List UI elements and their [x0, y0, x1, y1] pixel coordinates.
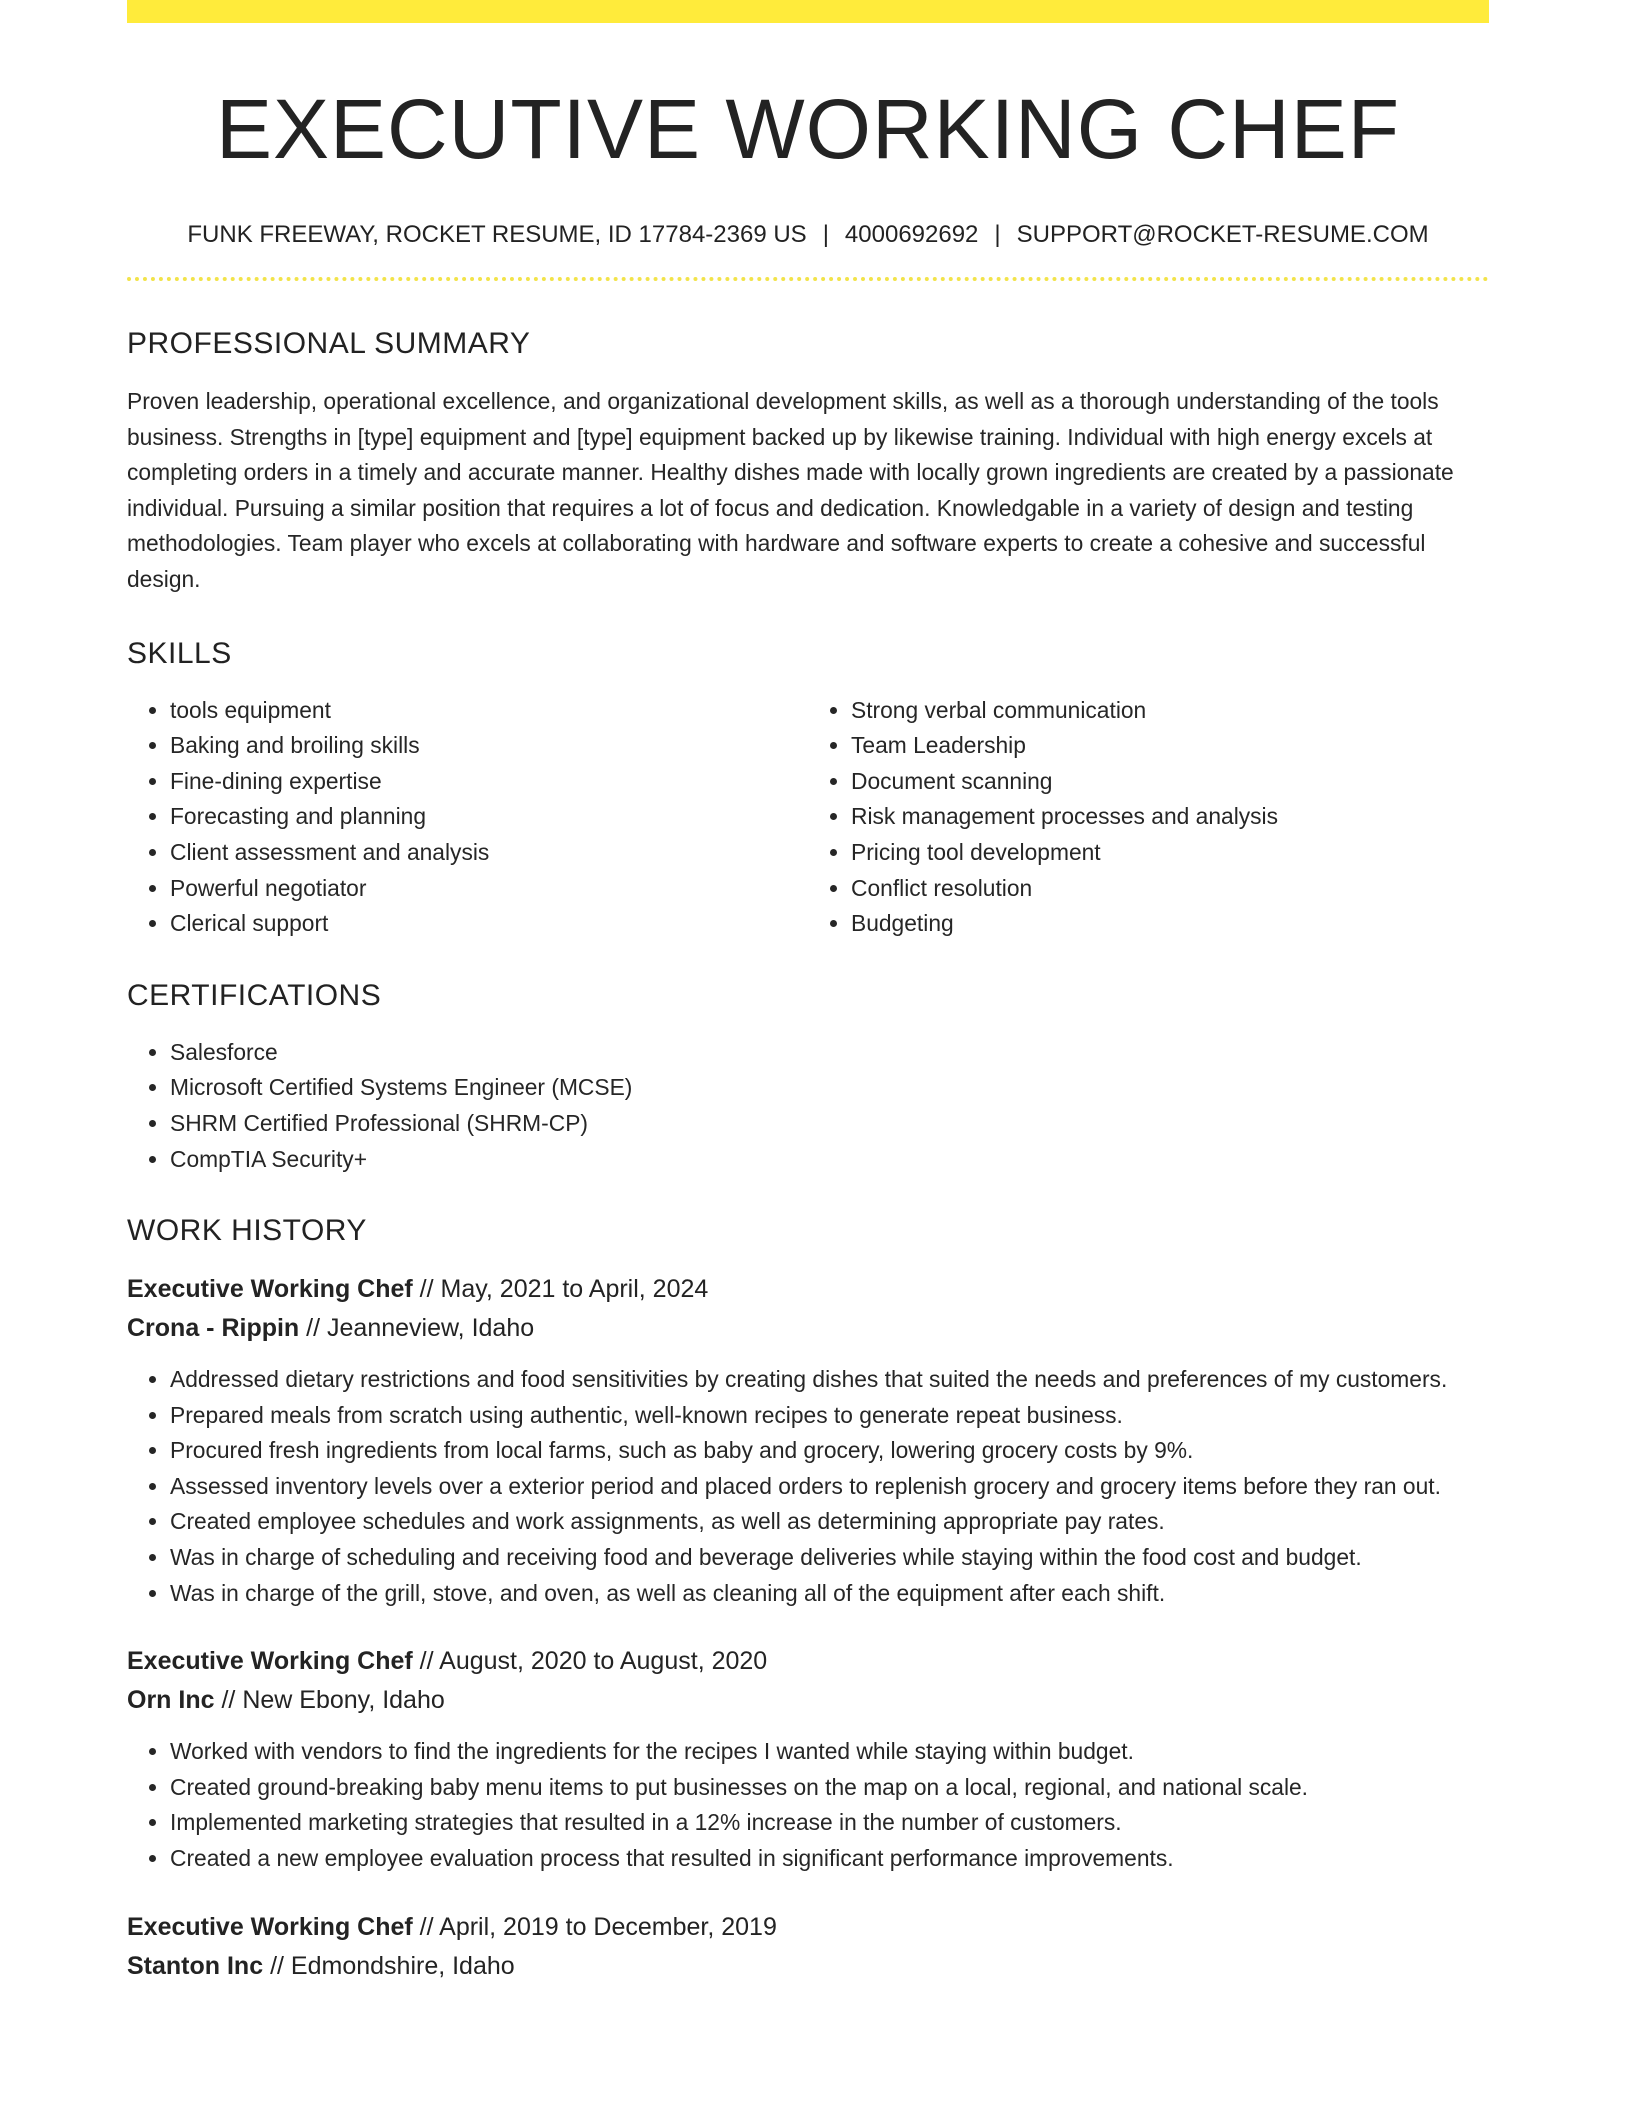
certifications-heading: CERTIFICATIONS — [127, 978, 382, 1012]
line-divider: // — [306, 1314, 321, 1343]
certifications-list — [127, 1035, 1489, 1177]
job-role: Executive Working Chef — [127, 1275, 413, 1304]
skills-list-right — [808, 693, 1489, 942]
job-bullet: • Implemented marketing strategies that resulted in a 12% increase in the number of customers. — [170, 1805, 1489, 1841]
job-location: New Ebony, Idaho — [242, 1686, 445, 1715]
email-text: SUPPORT@ROCKET-RESUME.COM — [1016, 221, 1429, 248]
skill-item: • Clerical support — [170, 906, 808, 942]
job-dates: May, 2021 to April, 2024 — [440, 1275, 709, 1304]
certification-item: • Microsoft Certified Systems Engineer (MCSE) — [170, 1070, 1489, 1106]
job-company-line — [127, 1947, 1489, 1986]
skill-item: • Pricing tool development — [851, 835, 1489, 871]
job-bullet: • Procured fresh ingredients from local farms, such as baby and grocery, lowering grocery costs by 9%. — [170, 1433, 1489, 1469]
job-bullet: • Created employee schedules and work assignments, as well as determining appropriate pay rates. — [170, 1504, 1489, 1540]
job-bullet: • Assessed inventory levels over a exterior period and placed orders to replenish grocery and grocery items before they ran out. — [170, 1469, 1489, 1505]
job-bullet-list — [127, 1734, 1489, 1876]
job-entry — [127, 1907, 1489, 1986]
job-company-line — [127, 1681, 1489, 1720]
job-bullet-list — [127, 1362, 1489, 1611]
contact-separator: | — [822, 221, 829, 248]
job-role: Executive Working Chef — [127, 1647, 413, 1676]
contact-line — [127, 220, 1489, 250]
job-bullet: • Was in charge of the grill, stove, and oven, as well as cleaning all of the equipment after each shift. — [170, 1576, 1489, 1612]
skill-item: • Team Leadership — [851, 728, 1489, 764]
skill-item: • Risk management processes and analysis — [851, 799, 1489, 835]
skill-item: • Client assessment and analysis — [170, 835, 808, 871]
skill-item: • Budgeting — [851, 906, 1489, 942]
line-divider: // — [419, 1275, 434, 1304]
skill-item: • Fine-dining expertise — [170, 764, 808, 800]
job-company: Orn Inc — [127, 1686, 215, 1715]
certification-item: • Salesforce — [170, 1035, 1489, 1071]
phone-text: 4000692692 — [844, 221, 979, 248]
job-title-line — [127, 1641, 1489, 1681]
skills-heading: SKILLS — [127, 636, 232, 670]
contact-separator: | — [994, 221, 1001, 248]
skill-item: • Powerful negotiator — [170, 871, 808, 907]
skill-item: • tools equipment — [170, 693, 808, 729]
skill-item: • Conflict resolution — [851, 871, 1489, 907]
job-company: Crona - Rippin — [127, 1314, 300, 1343]
skill-item: • Baking and broiling skills — [170, 728, 808, 764]
job-bullet: • Addressed dietary restrictions and food sensitivities by creating dishes that suited the needs and preferences of my customers. — [170, 1362, 1489, 1398]
job-entry — [127, 1269, 1489, 1611]
skill-item: • Forecasting and planning — [170, 799, 808, 835]
summary-paragraph: Proven leadership, operational excellence, and organizational development skills, as well as a thorough understanding of the tools business. Strengths in [type] equipment and [type] equipment backed up by likewise training. Individual with high energy excels at completing orders in a timely and accurate manner. Healthy dishes made with locally grown ingredients are created by a passionate individual. Pursuing a similar position that requires a lot of focus and dedication. Knowledgable in a variety of design and testing methodologies. Team player who excels at collaborating with hardware and software experts to create a cohesive and successful design. — [127, 388, 1454, 592]
job-bullet: • Was in charge of scheduling and receiving food and beverage deliveries while staying within the food cost and budget. — [170, 1540, 1489, 1576]
job-bullet: • Prepared meals from scratch using authentic, well-known recipes to generate repeat business. — [170, 1398, 1489, 1434]
line-divider: // — [419, 1647, 434, 1676]
address-text: FUNK FREEWAY, ROCKET RESUME, ID 17784-2369 US — [187, 221, 807, 248]
job-bullet: • Created a new employee evaluation process that resulted in significant performance improvements. — [170, 1841, 1489, 1877]
job-dates: April, 2019 to December, 2019 — [439, 1912, 777, 1941]
candidate-title: EXECUTIVE WORKING CHEF — [215, 82, 1401, 176]
job-role: Executive Working Chef — [127, 1912, 413, 1941]
dotted-divider — [127, 277, 1489, 281]
certification-item: • CompTIA Security+ — [170, 1142, 1489, 1178]
job-company-line — [127, 1309, 1489, 1348]
job-title-line — [127, 1269, 1489, 1309]
summary-heading: PROFESSIONAL SUMMARY — [127, 327, 531, 360]
work-history-list — [127, 1269, 1489, 1986]
line-divider: // — [270, 1951, 284, 1980]
certification-item: • SHRM Certified Professional (SHRM-CP) — [170, 1106, 1489, 1142]
job-company: Stanton Inc — [127, 1951, 264, 1980]
job-entry — [127, 1641, 1489, 1876]
job-bullet: • Worked with vendors to find the ingredients for the recipes I wanted while staying within budget. — [170, 1734, 1489, 1770]
job-location: Edmondshire, Idaho — [290, 1951, 515, 1980]
skills-columns — [127, 693, 1489, 942]
job-bullet: • Created ground-breaking baby menu items to put businesses on the map on a local, regional, and national scale. — [170, 1770, 1489, 1806]
work-history-heading: WORK HISTORY — [127, 1214, 367, 1248]
resume-content — [127, 0, 1489, 1986]
line-divider: // — [221, 1686, 236, 1715]
line-divider: // — [419, 1912, 434, 1941]
job-title-line — [127, 1907, 1489, 1947]
job-location: Jeanneview, Idaho — [327, 1314, 535, 1343]
skill-item: • Document scanning — [851, 764, 1489, 800]
skill-item: • Strong verbal communication — [851, 693, 1489, 729]
job-dates: August, 2020 to August, 2020 — [439, 1647, 768, 1676]
skills-list-left — [127, 693, 808, 942]
